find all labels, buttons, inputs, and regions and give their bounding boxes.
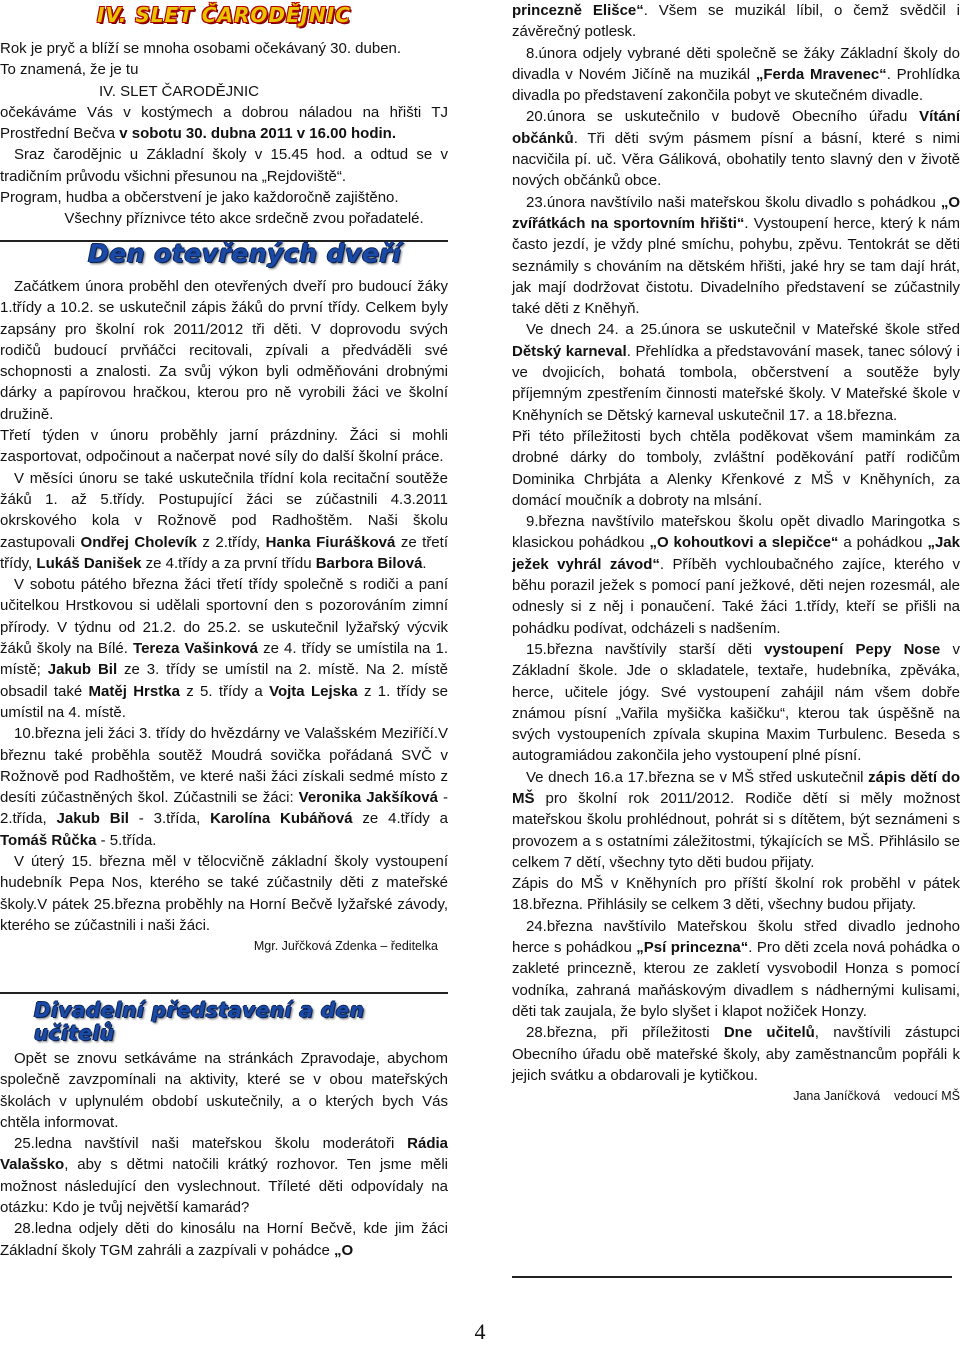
student-name: Tereza Vašinková [133, 640, 258, 658]
paragraph [512, 767, 960, 873]
left-column [0, 0, 449, 1259]
student-name: Lukáš Danišek [36, 554, 142, 572]
paragraph [512, 192, 960, 320]
signature-reditelka: Mgr. Juřčková Zdenka – ředitelka [253, 939, 438, 954]
heading-divadelni-predstaveni: Divadelní představení a den učitelů [34, 998, 365, 1046]
text: 28.března, při příležitosti [526, 1024, 724, 1042]
text: 8.února odjely vybrané děti společně se žáky Základní školy do divadla v Novém Jičíně na muzikál [512, 44, 960, 83]
text: . Příběh vychloubačného zajíce, kterého v běhu porazil ježek s pomocí paní ježkové, děti nejen rozesmál, ale odnesly si z něj i ponaučení. Také žáci 1.třídy, kteří se přišli na pohádku podívat, odcházeli s nadšením. [512, 555, 960, 637]
text: z 2.třídy, [196, 533, 266, 551]
text: , navštívili zástupci Obecního úřadu obě mateřské školy, aby zaměstnancům popřáli k jejich svátku a obdarovali je kytičkou. [512, 1024, 960, 1084]
text: . Vystoupení herce, který k nám často jezdí, je vždy plné smíchu, pohybu, zpěvu. Tentokrát se děti seznámily s chováním na dětském hřišti, jaké hry se tam dají hrát, jak mají dodržovat čistotu. Divadelního představení se zúčastnily také děti z Kněhyň. [512, 214, 960, 318]
divider [0, 992, 448, 994]
heading-den-otevrenych-dveri: Den otevřených dveří [88, 239, 402, 268]
text: . Všem se muzikál líbil, o čemž svědčil i závěrečný potlesk. [512, 2, 960, 41]
paragraph: Opět se znovu setkáváme na stránkách Zpravodaje, abychom společně zavzpomínali na aktivity, které se v obou mateřských školách v uplynulém období uskutečnily, a o kterých bych Vás chtěla informovat. [0, 1050, 448, 1131]
paragraph: Sraz čarodějnic u Základní školy v 15.45 hod. a odtud se v tradičním průvodu všichni přesunou na „Rejdoviště“. [0, 146, 448, 185]
text: z 1. třídy se umístil na 4. místě. [0, 682, 448, 721]
student-name: Veronika Jakšíková [298, 789, 438, 807]
text: 28.ledna odjely děti do kinosálu na Horní Bečvě, kde jim žáci Základní školy TGM zahráli a zazpívali v pohádce [0, 1220, 448, 1259]
text: 20.února se uskutečnilo v budově Obecního úřadu [526, 108, 920, 126]
text: ze 4.třídy a [352, 810, 448, 828]
text: ze třetí třídy, [0, 533, 448, 572]
paragraph: Začátkem února proběhl den otevřených dveří pro budoucí žáky 1.třídy a 10.2. se uskutečnil zápis žáků do první třídy. Celkem byly zapsány pro školní rok 2011/2012 tři děti. V doprovodu svých rodičů budoucí prvňáčci recitovali, zpívali a předváděli své schopnosti a znalosti. Za svůj výkon byli odměňováni drobnými dárky a papírovou hračkou, kterou pro ně vyrobili žáci ve školní družině. [0, 278, 448, 423]
page-number: 4 [474, 1319, 486, 1344]
paragraph: V úterý 15. března měl v tělocvičně základní školy vystoupení hudebník Pepa Nos, kterého se také zúčastnily děti z mateřské školy.V pátek 25.března proběhly na Horní Bečvě lyžařské závody, kterého se zúčastnili i naši žáci. [0, 853, 448, 934]
divider [512, 1276, 952, 1278]
text: z 5. třídy a [179, 682, 270, 700]
event-name: Dne učitelů [723, 1024, 815, 1042]
text: - 3.třída, [128, 810, 211, 828]
paragraph [512, 511, 960, 639]
paragraph [512, 0, 960, 43]
student-name: Jakub Bil [47, 661, 118, 679]
student-name: Hanka Fiurášková [265, 533, 396, 551]
text: V měsíci únoru se také uskutečnila třídní kola recitační soutěže žáků 1. až 5.třídy. Postupující žáci se zúčastnili 4.3.2011 okrskového kola v Rožnově pod Radhoštěm. Naši školu zastupovali [0, 469, 448, 551]
text: 10.března jeli žáci 3. třídy do hvězdárny ve Valašském Meziříčí.V březnu také proběhla soutěž Moudrá sovička pořádaná SVČ v Rožnově pod Radhoštěm, ve které naši žáci získali sedmé místo z desíti zúčastněných škol. Zúčastnili se žáci: [0, 725, 448, 807]
student-name: Barbora Bilová [315, 554, 423, 572]
paragraph: Rok je pryč a blíží se mnoha osobami očekávaný 30. duben. [0, 40, 402, 57]
text: - 2.třída, [0, 789, 448, 828]
event-date: v sobotu 30. dubna 2011 v 16.00 hodin. [119, 125, 396, 143]
paragraph [0, 1133, 448, 1218]
heading-slet-carodejnic: IV. SLET ČARODĚJNIC [97, 3, 351, 27]
paragraph [512, 106, 960, 191]
paragraph: Třetí týden v únoru proběhly jarní prázdniny. Žáci si mohli zasportovat, odpočinout a načerpat nové síly do další školní práce. [0, 427, 448, 466]
paragraph: To znamená, že je tu [0, 61, 139, 79]
text: V sobotu pátého března žáci třetí třídy společně s rodiči a paní učitelkou Hrstkovou si udělali sportovní den s pozorováním zimní přírody. V týdnu od 21.2. do 25.2. se uskutečnil lyžařský výcvik žáků školy na Bílé. [0, 576, 448, 658]
text: v Základní škole. Jde o skladatele, textaře, hudebníka, zpěváka, herce, učitele jógy. Své vystoupení zahájil nám všem dobře známou písní „Vařila myšička kašičku“, kterou tak úspěšně na svých vystoupeních zpívala skupina Maxim Turbulenc. Beseda s autogramiádou zakončila jeho vystoupení plné písní. [512, 640, 960, 765]
student-name: Tomáš Růčka [0, 831, 97, 849]
text: očekáváme Vás v kostýmech a dobrou náladou na hřišti TJ Prostřední Bečva [0, 103, 448, 143]
student-name: Jakub Bil [56, 810, 129, 828]
text: ze 3. třídy se umístil na 2. místě. Na 2. místě obsadil také [0, 661, 449, 700]
show-title-continued: princezně Elišce“ [512, 2, 644, 19]
paragraph [512, 639, 960, 767]
radio-name: Rádia Valašsko [0, 1135, 448, 1174]
event-name: zápis dětí do MŠ [512, 768, 960, 807]
text: 15.března navštívily starší děti [526, 640, 765, 658]
paragraph [0, 102, 448, 145]
student-name: Matěj Hrstka [88, 682, 180, 700]
show-title: „O zvířátkách na sportovním hřišti“ [512, 193, 960, 232]
show-title: „O kohoutkovi a slepičce“ [649, 534, 839, 552]
text: Ve dnech 16.a 17.března se v MŠ střed uskutečnil [526, 768, 869, 786]
text: 24.března navštívilo Mateřskou školu střed divadlo jednoho herce s pohádkou [512, 917, 960, 957]
show-title: „O [334, 1241, 354, 1259]
show-title: „Psí princezna“ [636, 939, 749, 957]
text: ze 4.třídy a za první třídu [141, 554, 316, 572]
text: 23.února navštívilo naši mateřskou školu divadlo s pohádkou [526, 193, 941, 211]
text: a pohádkou [838, 534, 928, 552]
student-name: Vojta Lejska [269, 682, 358, 700]
text: . Přehlídka a představování masek, tanec sólový i ve dvojicích, bohatá tombola, občerstvení a soutěže byly příjemným zpestřením činnosti mateřské školy. V Mateřské škole v Kněhyních se Dětský karneval uskutečnil 17. a 18.března. [512, 342, 960, 424]
paragraph [512, 319, 960, 425]
paragraph [512, 916, 960, 1022]
paragraph: Program, hudba a občerstvení je jako každoročně zajištěno. [0, 189, 399, 207]
signature-vedouci-ms: Jana Janíčková vedoucí MŠ [793, 1089, 960, 1104]
text: . Pro děti zcela nová pohádka o zakleté princezně, kterou ze zakletí vysvobodil Honza s pomocí vodníka, zahraná maňáskovým divadlem s nádhernými kulisami, děti tak zaujala, že bylo slyšet i klapot nožiček Honzy. [512, 939, 960, 1020]
show-title: „Ferda Mravenec“ [755, 65, 887, 83]
article-slet [0, 38, 448, 230]
student-name: Ondřej Cholevík [80, 533, 197, 551]
paragraph [0, 574, 448, 723]
text: , aby s dětmi natočili krátký rozhovor. Ten jsme měli možnost následující den vyslechnout. Tříleté děti odpovídaly na otázku: Kdo je tvůj největší kamarád? [0, 1156, 448, 1217]
event-name: vystoupení Pepy Nose [764, 640, 941, 658]
text: pro školní rok 2011/2012. Rodiče dětí si měly možnost mateřskou školu prohlédnout, pohrát si s dítětem, být seznámeni s provozem a s ostatními záležitostmi, týkajících se MŠ. Přihlásilo se celkem 7 dětí, všechny tyto děti budou přijaty. [512, 789, 960, 871]
student-name: Karolína Kubáňová [210, 810, 353, 828]
paragraph [512, 1022, 960, 1086]
paragraph: Všechny příznivce této akce srdečně zvou pořadatelé. [64, 210, 424, 228]
text: . [422, 554, 427, 572]
right-column [512, 0, 960, 1107]
text: . Tři děti svým pásmem písní a básní, které s nimi nacvičila pí. uč. Věra Gáliková, obohatily tento slavný den v životě nových občánků obce. [512, 129, 960, 190]
paragraph [0, 468, 448, 574]
article-divadelni-left [0, 1048, 448, 1261]
text: - 5.třída. [96, 831, 157, 849]
paragraph [512, 43, 960, 107]
text: ze 4. třídy se umístila na 1. místě; [0, 640, 449, 679]
event-name: Vítání občánků [512, 108, 960, 147]
text: Ve dnech 24. a 25.února se uskutečnil v Mateřské škole střed [526, 321, 960, 339]
paragraph [0, 1218, 448, 1261]
event-name: IV. SLET ČARODĚJNIC [98, 82, 260, 100]
text: 9.března navštívilo mateřskou školu opět divadlo Maringotka s klasickou pohádkou [512, 513, 960, 552]
paragraph: Zápis do MŠ v Kněhyních pro příští školní rok proběhl v pátek 18.března. Přihlásily se celkem 3 děti, všechny budou přijaty. [512, 875, 960, 914]
show-title: „Jak ježek vyhrál závod“ [512, 534, 960, 573]
paragraph [0, 81, 448, 102]
paragraph [0, 723, 448, 851]
article-den-otevrenych-dveri [0, 276, 448, 958]
text: 25.ledna navštívil naši mateřskou školu moderátoři [14, 1135, 408, 1153]
paragraph: Při této příležitosti bych chtěla poděkovat všem maminkám za drobné dárky do tomboly, zvláštní poděkování patří rodičům Dominika Chrbjáta a Alenky Křenkové z MŠ v Kněhyních, za domácí moučník a dobroty na mlsání. [512, 427, 960, 509]
event-name: Dětský karneval [512, 342, 627, 360]
text: . Prohlídka divadla po představení zakončila pobyt ve skutečném divadle. [512, 65, 960, 105]
